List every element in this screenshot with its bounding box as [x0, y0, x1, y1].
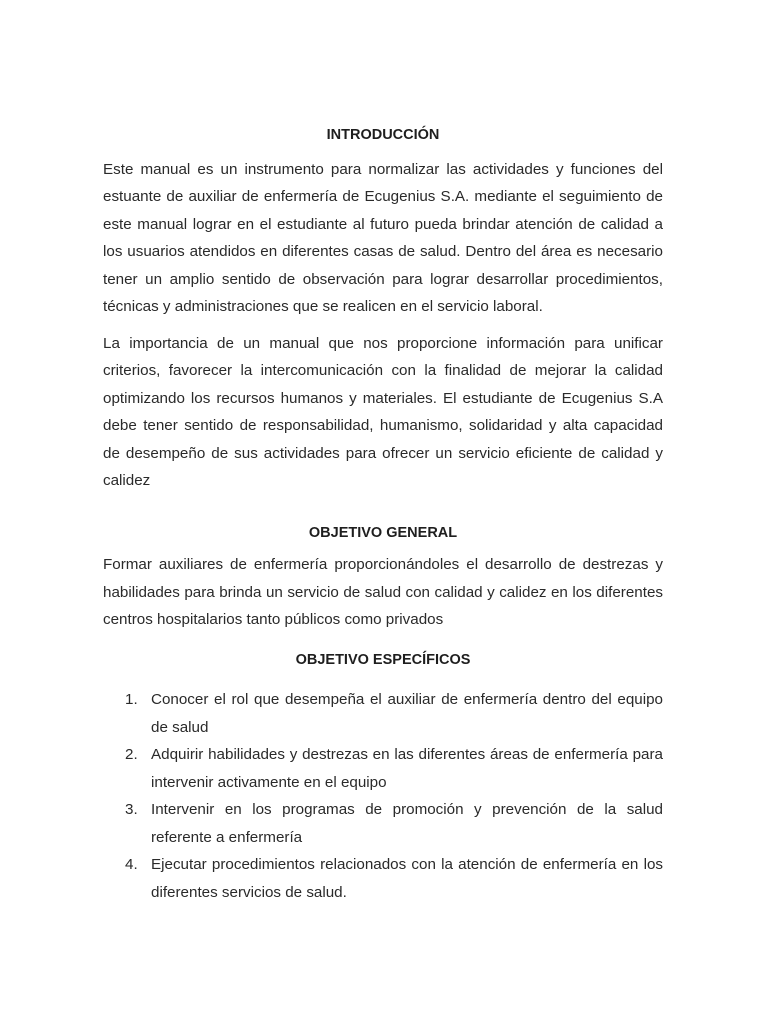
- list-item: [125, 796, 663, 851]
- list-item-number: 4.: [125, 856, 138, 873]
- list-item-text: Conocer el rol que desempeña el auxiliar de enfermería dentro del equipo de salud: [151, 691, 663, 736]
- list-item-number: 1.: [125, 691, 138, 708]
- objetivo-general-heading: OBJETIVO GENERAL: [308, 524, 458, 541]
- list-item: [125, 851, 663, 906]
- document-page: [103, 122, 663, 906]
- list-item-number: 2.: [125, 746, 138, 763]
- list-item-text: Intervenir en los programas de promoción y prevención de la salud referente a enfermería: [151, 801, 663, 846]
- list-item: [125, 686, 663, 741]
- list-item: [125, 741, 663, 796]
- introduccion-heading: INTRODUCCIÓN: [326, 127, 440, 143]
- objetivo-general-paragraph: Formar auxiliares de enfermería proporcionándoles el desarrollo de destrezas y habilidades para brinda un servicio de salud con calidad y calidez en los diferentes centros hospitalarios tanto públicos como privados: [103, 556, 663, 628]
- list-item-number: 3.: [125, 801, 138, 818]
- list-item-text: Ejecutar procedimientos relacionados con la atención de enfermería en los diferentes servicios de salud.: [151, 856, 663, 901]
- introduccion-paragraph-2: La importancia de un manual que nos proporcione información para unificar criterios, favorecer la intercomunicación con la finalidad de mejorar la calidad optimizando los recursos humanos y materiales. El estudiante de Ecugenius S.A debe tener sentido de responsabilidad, humanismo, solidaridad y alta capacidad de desempeño de sus actividades para ofrecer un servicio eficiente de calidad y calidez: [103, 334, 663, 489]
- objetivo-especificos-heading: OBJETIVO ESPECÍFICOS: [295, 651, 471, 668]
- introduccion-paragraph-1: Este manual es un instrumento para normalizar las actividades y funciones del estuante de auxiliar de enfermería de Ecugenius S.A. mediante el seguimiento de este manual lograr en el estudiante al futuro pueda brindar atención de calidad a los usuarios atendidos en diferentes casas de salud. Dentro del área es necesario tener un amplio sentido de observación para lograr desarrollar procedimientos, técnicas y administraciones que se realicen en el servicio laboral.: [103, 160, 663, 315]
- list-item-text: Adquirir habilidades y destrezas en las diferentes áreas de enfermería para intervenir activamente en el equipo: [151, 746, 663, 791]
- objetivos-especificos-list: [103, 686, 663, 906]
